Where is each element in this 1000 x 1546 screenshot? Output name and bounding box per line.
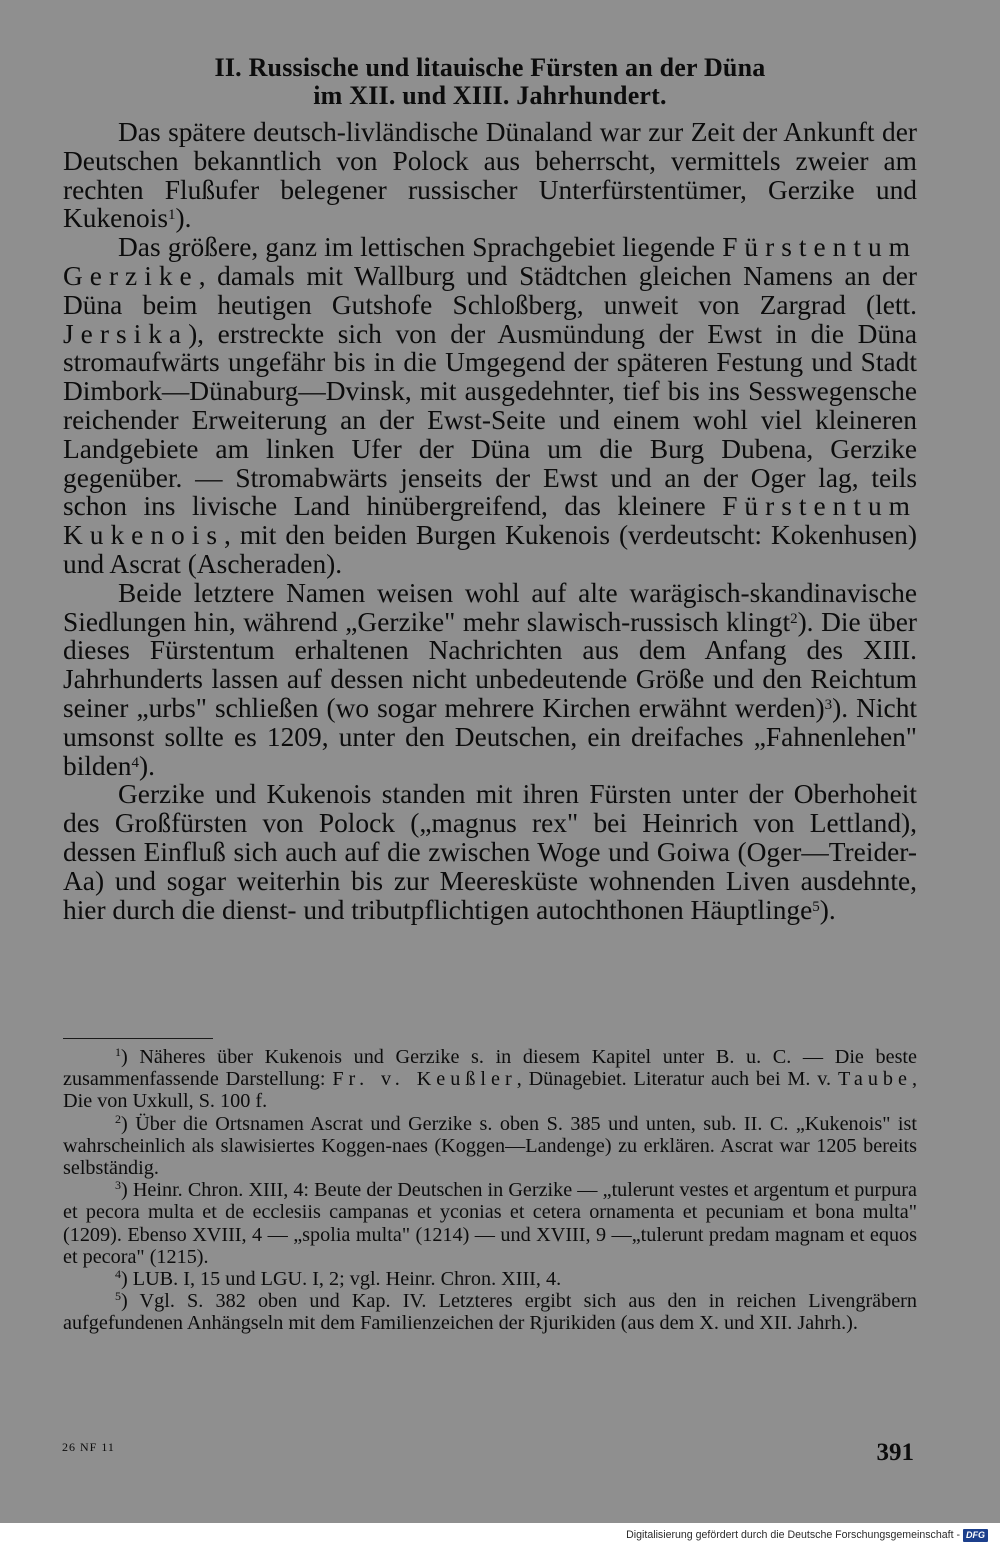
paragraph-3-text-d: ). xyxy=(138,750,155,781)
footnote-1-text-c: , Die von Uxkull, S. 100 f. xyxy=(63,1068,918,1113)
footnote-5 xyxy=(63,1290,917,1334)
paragraph-2-text-a: Das größere, ganz im lettischen Sprachgebiet liegende xyxy=(118,232,716,263)
digitization-credit xyxy=(626,1528,988,1542)
page-number: 391 xyxy=(876,1439,914,1466)
paragraph-2-text-c: ), erstreckte sich von der Ausmündung der Ewst in die Düna stromaufwärts ungefähr bis in die Umgegend der späteren Festung und Stadt Dimbork—Dünaburg—Dvinsk, mit ausgedehnter, tief bis ins Sesswegensche reichender Erweiterung an der Ewst-Seite und einem wohl viel kleineren Landgebiete am linken Ufer der Düna um die Burg Dubena, Gerzike gegenüber. — Stromabwärts jenseits der Ewst und an der Oger lag, teils schon ins livische Land hinübergreifend, das kleinere xyxy=(63,318,917,522)
footnote-2-mark: 2 xyxy=(115,1111,121,1126)
paragraph-4-end: ). xyxy=(819,894,836,925)
footnote-5-mark: 5 xyxy=(115,1289,121,1304)
paragraph-3 xyxy=(63,579,917,781)
footnote-separator xyxy=(63,1038,213,1039)
paragraph-4-text: Gerzike und Kukenois standen mit ihren Fürsten unter der Oberhoheit des Großfürsten von Polock („magnus rex" bei Heinrich von Lettland), dessen Einfluß sich auch auf die zwischen Woge und Goiwa (Oger—Treider-Aa) und sogar weiterhin bis zur Meeresküste wohnenden Liven ausdehnte, hier durch die dienst- und tributpflichtigen autochthonen Häuptlinge xyxy=(63,779,917,925)
paragraph-1-text: Das spätere deutsch-livländische Dünaland war zur Zeit der Ankunft der Deutschen bekanntlich von Polock aus beherrscht, vermittels zweier am rechten Flußufer belegener russischer Unterfürstentümer, Gerzike und Kukenois xyxy=(63,117,917,234)
footnote-ref-3: 3 xyxy=(824,696,833,713)
credit-text: Digitalisierung gefördert durch die Deutsche Forschungsgemeinschaft - xyxy=(626,1529,960,1541)
paragraph-3-text-b: ). Die über dieses Fürstentum erhaltenen Nachrichten aus dem Anfang des XIII. Jahrhunderts lassen auf dessen nicht unbedeutende Größe und den Reichtum seiner „urbs" schließen (wo sogar mehrere Kirchen erwähnt werden) xyxy=(63,606,917,723)
footnote-1-text-b: , Dünagebiet. Literatur auch bei M. v. xyxy=(516,1068,832,1091)
spaced-term-fuerstentum-kukenois: Fürstentum Kukenois xyxy=(63,491,917,551)
footnote-1-author-taube: Taube xyxy=(837,1068,912,1091)
footnote-ref-5: 5 xyxy=(812,898,820,915)
footnote-ref-2: 2 xyxy=(790,610,798,627)
footnote-5-text: ) Vgl. S. 382 oben und Kap. IV. Letzteres ergibt sich aus den in reichen Livengräbern aufgefundenen Anhängseln mit dem Familienzeichen der Rjurikiden (aus dem X. und XII. Jahrh.). xyxy=(63,1290,917,1335)
footnotes xyxy=(63,1046,917,1335)
footnote-3-mark: 3 xyxy=(115,1178,121,1193)
spaced-term-jersika: Jersika xyxy=(63,318,189,349)
footnote-1-mark: 1 xyxy=(115,1045,121,1059)
printer-signature: 26 NF 11 xyxy=(62,1440,115,1454)
footnote-2 xyxy=(63,1113,917,1180)
paragraph-3-text-a: Beide letztere Namen weisen wohl auf alte warägisch-skandinavische Siedlungen hin, während „Gerzike" mehr slawisch-russisch klingt xyxy=(63,577,917,637)
footnote-1-author-keussler: Fr. v. Keußler xyxy=(332,1068,517,1091)
main-text xyxy=(63,118,917,924)
paragraph-2-text-d: , mit den beiden Burgen Kukenois (verdeutscht: Kokenhusen) und Ascrat (Ascheraden). xyxy=(63,520,917,579)
footnote-3-text: ) Heinr. Chron. XIII, 4: Beute der Deutschen in Gerzike — „tulerunt vestes et argentum et purpura et pecora multa et de ecclesiis campanas et yconias et cetera ornamenta et pecuniam et bona multa" (1209). Ebenso XVIII, 4 — „spolia multa" (1214) — und XVIII, 9 —„tulerunt predam magnam et equos et pecora" (1215). xyxy=(63,1179,917,1268)
footnote-4-text: ) LUB. I, 15 und LGU. I, 2; vgl. Heinr. Chron. XIII, 4. xyxy=(121,1268,562,1291)
footnote-ref-4: 4 xyxy=(131,754,139,771)
footnote-4-mark: 4 xyxy=(115,1267,121,1282)
chapter-title-line-2: im XII. und XIII. Jahrhundert. xyxy=(313,81,667,110)
paragraph-3-text-c: ). Nicht umsonst sollte es 1209, unter den Deutschen, ein dreifaches „Fahnenlehen" bilden xyxy=(63,692,918,781)
footnote-3 xyxy=(63,1179,917,1268)
paragraph-2 xyxy=(63,233,917,579)
chapter-title-line-1: II. Russische und litauische Fürsten an der Düna xyxy=(214,53,766,82)
footnote-2-text: ) Über die Ortsnamen Ascrat und Gerzike s. oben S. 385 und unten, sub. II. C. „Kukenois" ist wahrscheinlich als slawisiertes Koggen-naes (Koggen—Landenge) zu erklären. Ascrat war 1205 bereits selbständig. xyxy=(63,1112,917,1180)
spaced-term-fuerstentum-gerzike: Fürstentum Gerzike xyxy=(63,232,917,291)
paragraph-1-end: ). xyxy=(175,203,192,234)
paragraph-2-text-b: , damals mit Wallburg und Städtchen gleichen Namens an der Düna beim heutigen Gutshofe Schloßberg, unweit von Zargrad (lett. xyxy=(63,260,917,320)
footnote-ref-1: 1 xyxy=(168,207,176,224)
footnote-1-text-a: ) Näheres über Kukenois und Gerzike s. in diesem Kapitel unter B. u. C. — Die beste zusammenfassende Darstellung: xyxy=(63,1046,917,1091)
paragraph-1 xyxy=(63,118,917,233)
paragraph-4 xyxy=(63,780,917,924)
footnote-4 xyxy=(63,1268,917,1290)
footnote-1 xyxy=(63,1046,917,1113)
dfg-logo-icon: DFG xyxy=(963,1529,988,1542)
